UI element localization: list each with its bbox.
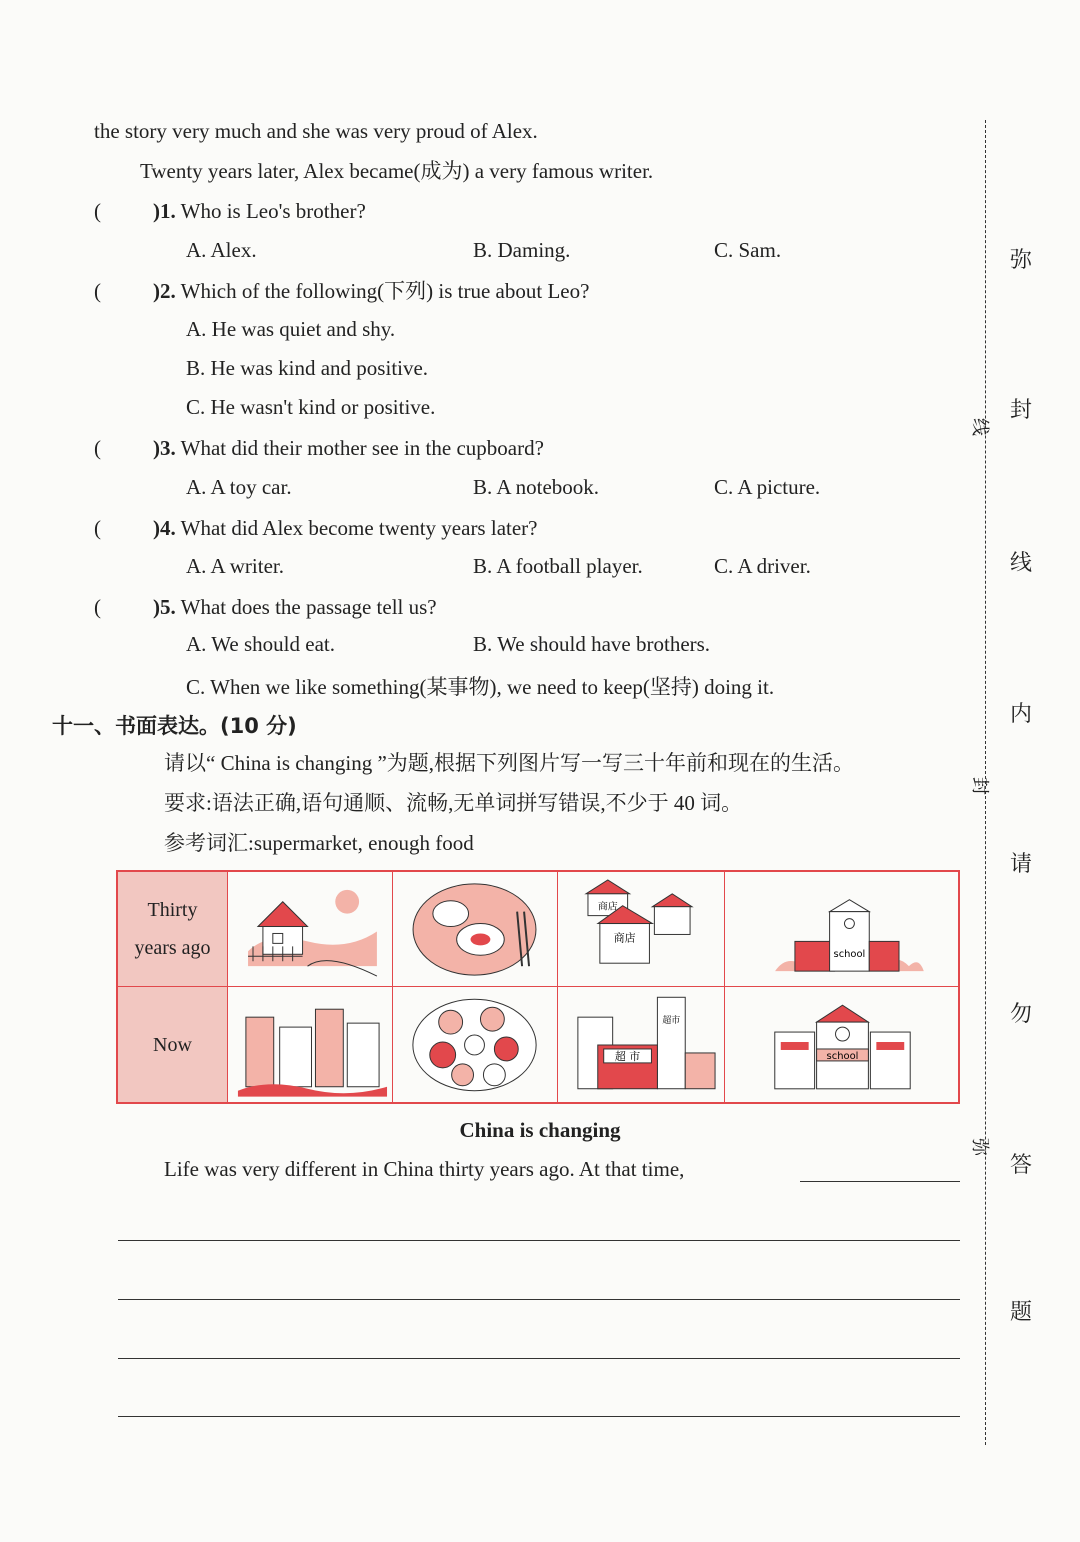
option-4c: C. A driver. [714,554,811,578]
option-5c: C. When we like something(某事物), we need to keep(坚持) doing it. [186,675,775,699]
margin-char-6: 勿 [1010,1002,1033,1027]
question-text: What does the passage tell us? [180,595,437,619]
question-5 [94,594,437,620]
school-sign-old: school [833,949,866,961]
passage-line-1: the story very much and she was very proud of Alex. [94,119,538,143]
question-text: Who is Leo's brother? [180,199,366,223]
writing-vocab: 参考词汇:supermarket, enough food [164,831,474,855]
question-3 [94,435,544,461]
answer-paren[interactable]: ( [94,595,101,619]
question-number: )3. [153,436,176,460]
shop-sign-2: 商店 [613,931,636,945]
supermarket-side-sign: 超市 [662,1016,681,1027]
seal-side-label-3: 弥 [969,1138,990,1156]
margin-char-2: 封 [1010,398,1033,423]
margin-char-3: 线 [1010,551,1033,576]
seal-side-label-2: 封 [969,777,990,795]
picture-new-school [725,987,958,1102]
option-1c: C. Sam. [714,238,782,262]
margin-char-5: 请 [1010,852,1033,877]
writing-line-3[interactable] [118,1358,960,1359]
essay-title: China is changing [459,1118,621,1142]
row-label-past [118,872,228,987]
question-number: )5. [153,595,176,619]
supermarket-sign: 超 市 [614,1049,641,1063]
option-3b: B. A notebook. [473,475,600,499]
section-heading: 十一、书面表达。(10 分) [52,714,297,738]
question-text: What did Alex become twenty years later? [180,516,538,540]
question-number: )1. [153,199,176,223]
answer-paren[interactable]: ( [94,279,101,303]
option-4a: A. A writer. [186,554,284,578]
question-number: )4. [153,516,176,540]
picture-new-buildings [228,987,393,1102]
row-label-past-text: Thirty years ago [134,899,211,959]
margin-char-4: 内 [1010,702,1033,727]
option-4b: B. A football player. [473,554,643,578]
margin-char-1: 弥 [1010,248,1033,273]
picture-old-food [393,872,558,987]
school-sign-new: school [826,1050,859,1062]
question-text: What did their mother see in the cupboard? [180,436,544,460]
writing-line-1[interactable] [118,1240,960,1241]
shop-sign-1: 商店 [597,901,618,913]
option-3c: C. A picture. [714,475,821,499]
picture-table [116,870,960,1104]
question-number: )2. [153,279,176,303]
option-1a: A. Alex. [186,238,257,262]
margin-char-8: 题 [1010,1300,1033,1325]
row-label-now [118,987,228,1102]
writing-requirement: 要求:语法正确,语句通顺、流畅,无单词拼写错误,不少于 40 词。 [164,791,743,815]
picture-old-school [725,872,958,987]
answer-paren[interactable]: ( [94,199,101,223]
picture-supermarket [558,987,725,1102]
option-3a: A. A toy car. [186,475,292,499]
passage-line-2: Twenty years later, Alex became(成为) a very famous writer. [140,159,654,183]
writing-line-4[interactable] [118,1416,960,1417]
picture-old-house [228,872,393,987]
essay-start: Life was very different in China thirty years ago. At that time, [164,1157,685,1181]
answer-paren[interactable]: ( [94,436,101,460]
writing-instruction: 请以“ China is changing ”为题,根据下列图片写一写三十年前和现在的生活。 [164,751,855,775]
picture-old-shops [558,872,725,987]
option-2a: A. He was quiet and shy. [186,317,396,341]
question-2 [94,278,589,304]
option-2b: B. He was kind and positive. [186,356,429,380]
question-4 [94,515,537,541]
option-5a: A. We should eat. [186,632,335,656]
margin-char-7: 答 [1010,1153,1033,1178]
writing-line-2[interactable] [118,1299,960,1300]
answer-paren[interactable]: ( [94,516,101,540]
option-1b: B. Daming. [473,238,571,262]
option-5b: B. We should have brothers. [473,632,711,656]
option-2c: C. He wasn't kind or positive. [186,395,436,419]
question-1 [94,198,366,224]
row-label-now-text: Now [153,1033,192,1056]
question-text: Which of the following(下列) is true about Leo? [180,279,590,303]
writing-line-0[interactable] [800,1181,960,1182]
seal-side-label-1: 线 [969,418,990,436]
picture-new-food [393,987,558,1102]
